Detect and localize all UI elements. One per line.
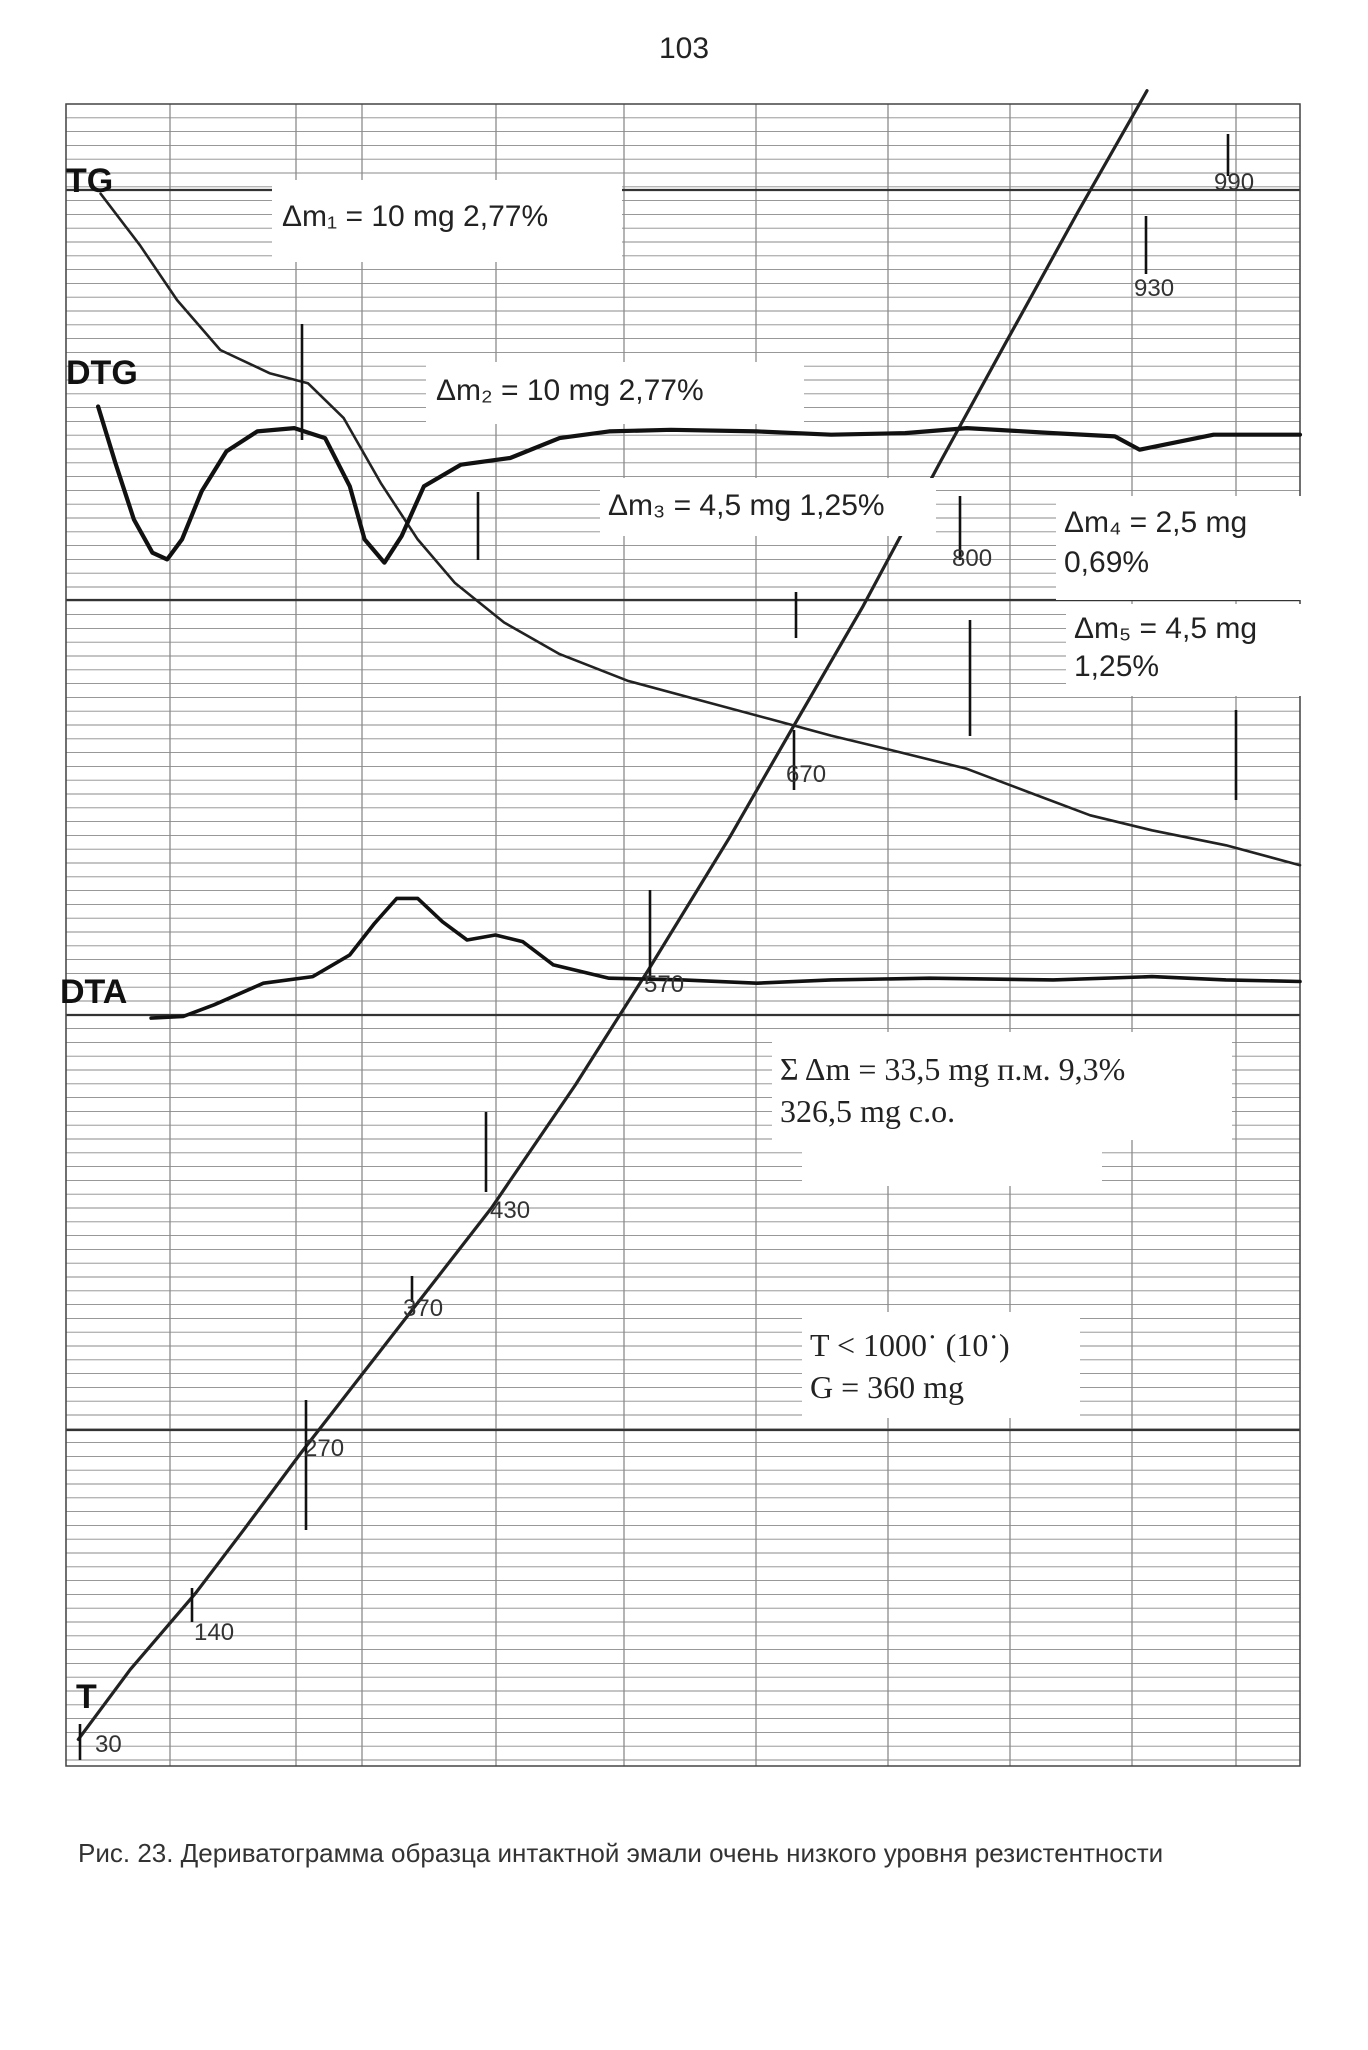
temp-label-670: 670 (786, 761, 827, 788)
tg-curve-label: TG (66, 162, 114, 200)
mass-loss-4-percent: 0,69% (1064, 546, 1150, 579)
summary-remaining-mass: 326,5 mg c.o. (780, 1093, 956, 1129)
temp-label-990: 990 (1214, 169, 1255, 196)
sample-mass: G = 360 mg (810, 1369, 965, 1405)
mass-loss-5-value: Δm₅ = 4,5 mg (1074, 612, 1258, 645)
temp-label-30: 30 (95, 1731, 122, 1758)
mass-loss-2: Δm₂ = 10 mg 2,77% (436, 374, 704, 407)
series-line-dta (151, 898, 1300, 1018)
figure-caption: Рис. 23. Дериватограмма образца интактной эмали очень низкого уровня резистентности (78, 1838, 1164, 1868)
temp-label-270: 270 (304, 1435, 345, 1462)
temp-label-800: 800 (952, 545, 993, 572)
temperature-condition: T < 1000˙ (10˙) (810, 1327, 1010, 1363)
temp-label-930: 930 (1134, 275, 1175, 302)
dta-curve-label: DTA (60, 973, 128, 1011)
chart-curves (78, 91, 1300, 1740)
temp-label-430: 430 (490, 1197, 531, 1224)
temp-label-140: 140 (194, 1619, 235, 1646)
temp-label-570: 570 (644, 971, 685, 998)
temp-label-370: 370 (403, 1295, 444, 1322)
series-line-t (78, 91, 1150, 1740)
page-number: 103 (658, 32, 710, 65)
summary-total-mass-loss: Σ Δm = 33,5 mg п.м. 9,3% (780, 1051, 1126, 1087)
mass-loss-4-value: Δm₄ = 2,5 mg (1064, 506, 1248, 539)
t-curve-label: T (76, 1678, 97, 1716)
chart-grid (66, 104, 1300, 1766)
chart-frame (66, 104, 1300, 1766)
mass-loss-5-percent: 1,25% (1074, 650, 1160, 683)
mass-loss-1: Δm₁ = 10 mg 2,77% (282, 200, 549, 233)
dtg-curve-label: DTG (66, 354, 138, 392)
mass-loss-3: Δm₃ = 4,5 mg 1,25% (608, 489, 885, 522)
